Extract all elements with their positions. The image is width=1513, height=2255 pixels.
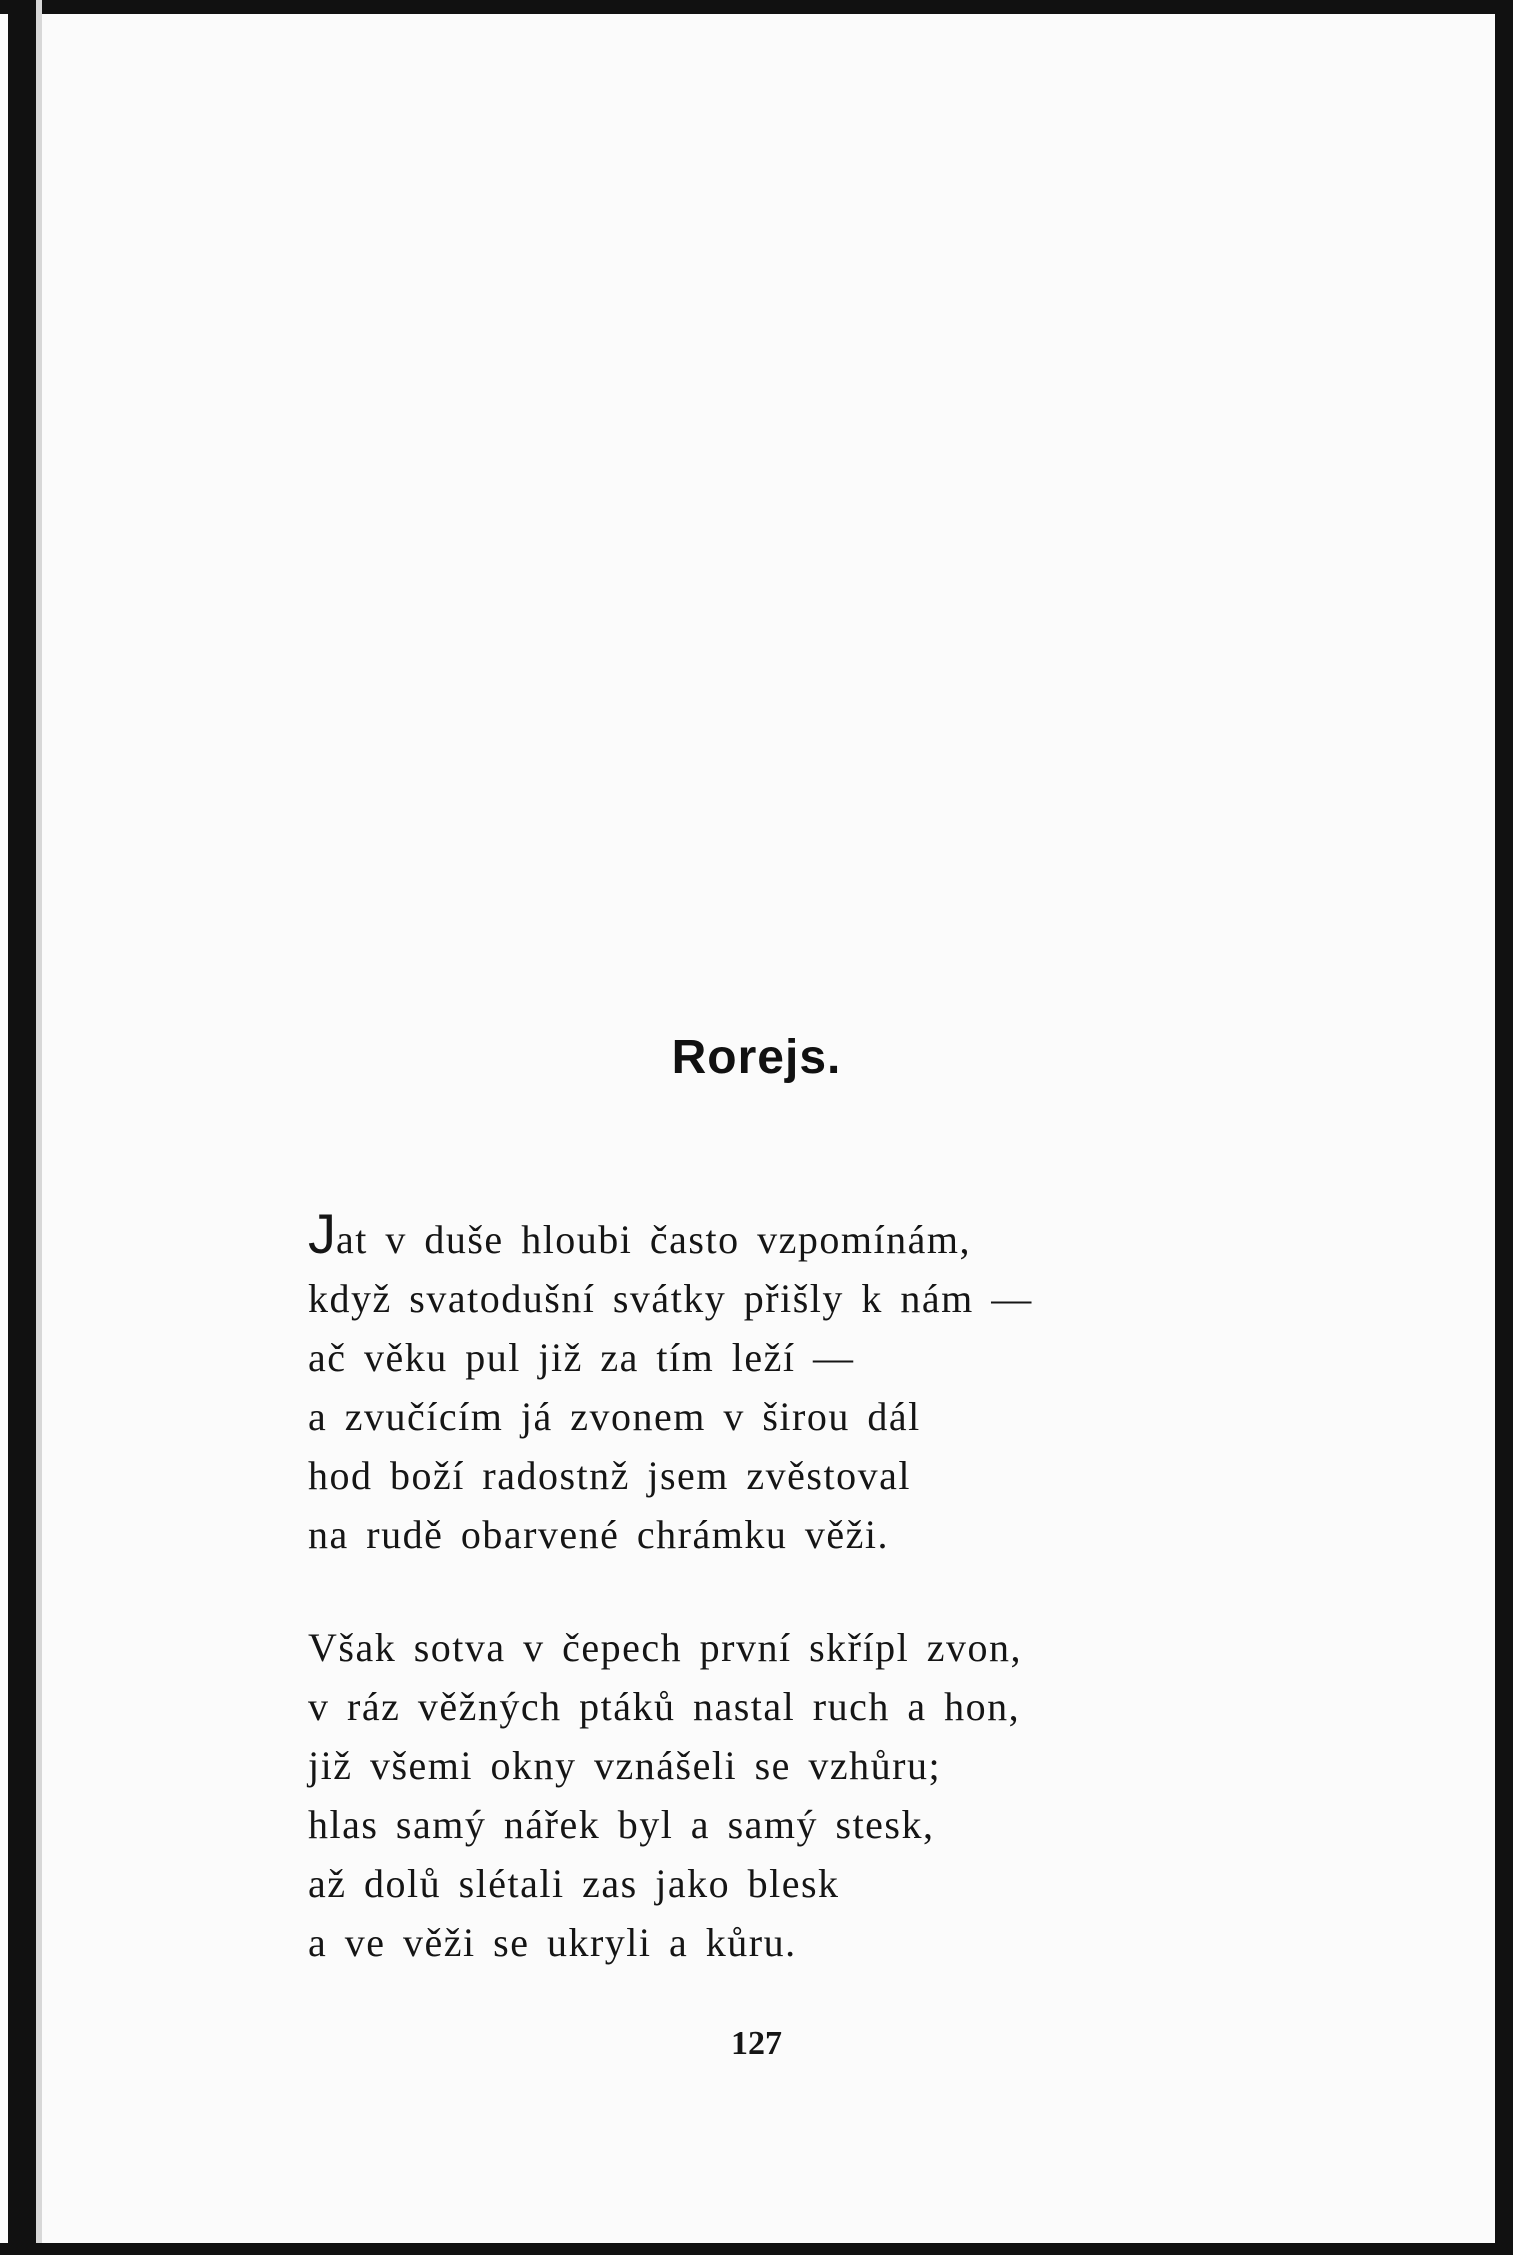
stanza-line: ač věku pul již za tím leží — (308, 1335, 855, 1380)
stanza-line: když svatodušní svátky přišly k nám — (308, 1276, 1033, 1321)
stanza-line: již všemi okny vznášeli se vzhůru; (308, 1743, 942, 1788)
stanza-line: na rudě obarvené chrámku věži. (308, 1512, 889, 1557)
page-gutter-shadow (36, 0, 42, 2255)
scan-border-top (0, 0, 1513, 14)
stanza-1 (308, 1202, 1208, 1564)
stanza-line: Však sotva v čepech první skřípl zvon, (308, 1625, 1022, 1670)
poem-title: Rorejs. (671, 1031, 842, 1084)
scan-border-bottom (0, 2243, 1513, 2255)
stanza-line: v ráz věžných ptáků nastal ruch a hon, (308, 1684, 1021, 1729)
stanza-line (308, 1202, 1208, 1269)
stanza-line: a zvučícím já zvonem v širou dál (308, 1394, 921, 1439)
stanza-line: až dolů slétali zas jako blesk (308, 1861, 840, 1906)
stanza-2 (308, 1618, 1208, 1972)
page-number: 127 (731, 2025, 782, 2062)
scan-border-left (8, 0, 36, 2255)
drop-initial: J (308, 1202, 336, 1265)
stanza-line: hod boží radostnž jsem zvěstoval (308, 1453, 911, 1498)
stanza-line: a ve věži se ukryli a kůru. (308, 1920, 797, 1965)
stanza-line: hlas samý nářek byl a samý stesk, (308, 1802, 935, 1847)
first-line-text: at v duše hloubi často vzpomínám, (336, 1217, 971, 1262)
scan-border-right (1495, 0, 1513, 2255)
